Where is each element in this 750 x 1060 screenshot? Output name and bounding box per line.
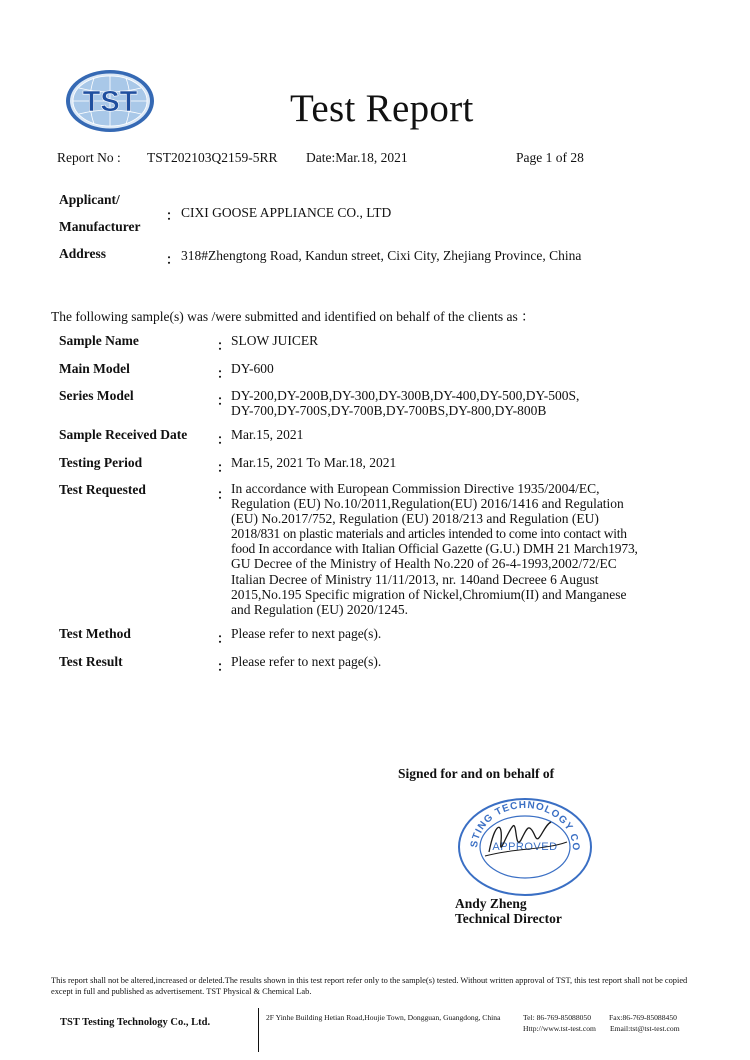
sample-name-value: SLOW JUICER	[231, 333, 319, 348]
test-requested-text	[231, 481, 701, 617]
signed-for-text: Signed for and on behalf of	[398, 766, 555, 781]
footer-address: 2F Yinhe Building Hetian Road,Houjie Town, Dongguan, Guangdong, China	[266, 1013, 501, 1022]
intro-text: The following sample(s) was /were submitted and identified on behalf of the clients as ：	[51, 309, 535, 324]
test-result-label: Test Result	[59, 654, 123, 669]
logo-text: TST	[82, 86, 138, 118]
test-method-label: Test Method	[59, 626, 131, 641]
report-no-label: Report No :	[57, 150, 121, 165]
test-requested-line: food In accordance with Italian Official Gazette (G.U.) DMH 21 March1973,	[231, 541, 638, 557]
footer-email: Email:tst@tst-test.com	[610, 1024, 680, 1033]
sample-name-label: Sample Name	[59, 333, 139, 348]
footer-divider	[258, 1008, 259, 1052]
field-colon: ：	[217, 366, 231, 381]
field-colon: ：	[217, 338, 231, 353]
test-requested-line: (EU) No.2017/752, Regulation (EU) 2018/213 and Regulation (EU)	[231, 511, 599, 527]
page-title: Test Report	[290, 87, 474, 130]
sample-received-value: Mar.15, 2021	[231, 427, 304, 442]
address-value: 318#Zhengtong Road, Kandun street, Cixi City, Zhejiang Province, China	[181, 248, 582, 263]
page-number: Page 1 of 28	[516, 150, 584, 165]
footer-company: TST Testing Technology Co., Ltd.	[60, 1017, 211, 1028]
applicant-label: Applicant/	[59, 192, 120, 207]
test-requested-label: Test Requested	[59, 482, 146, 497]
footer-tel: Tel: 86-769-85088050	[523, 1013, 592, 1022]
report-date: Date:Mar.18, 2021	[306, 150, 408, 165]
field-colon: ：	[217, 432, 231, 447]
stamp-ring-text: STING TECHNOLOGY CO	[468, 799, 582, 852]
test-requested-line: GU Decree of the Ministry of Health No.220 of 26-4-1993,2002/72/EC	[231, 556, 617, 572]
address-colon: ：	[166, 252, 180, 267]
approval-stamp	[455, 792, 595, 897]
test-requested-line: In accordance with European Commission Directive 1935/2004/EC,	[231, 481, 600, 496]
applicant-value: CIXI GOOSE APPLIANCE CO., LTD	[181, 205, 392, 220]
footer-fax: Fax:86-769-85088450	[609, 1013, 677, 1022]
test-result-value: Please refer to next page(s).	[231, 654, 382, 669]
signer-name: Andy Zheng	[455, 896, 527, 911]
sample-received-label: Sample Received Date	[59, 427, 188, 442]
address-label: Address	[59, 246, 107, 261]
field-colon: ：	[217, 460, 231, 475]
test-requested-line: 2018/831 on plastic materials and articles intended to come into contact with	[231, 526, 627, 542]
disclaimer-text: This report shall not be altered,increased or deleted.The results shown in this test report refer only to the sample(s) tested. Without written approval of TST, this test report shall not be copied except in full and published as advertisement. TST Physical & Chemical Lab.	[51, 976, 688, 996]
main-model-label: Main Model	[59, 361, 130, 376]
series-model-line-2: DY-700,DY-700S,DY-700B,DY-700BS,DY-800,DY-800B	[231, 403, 547, 418]
testing-period-label: Testing Period	[59, 455, 143, 470]
series-model-line-1: DY-200,DY-200B,DY-300,DY-300B,DY-400,DY-500,DY-500S,	[231, 388, 580, 403]
test-requested-line: 2015,No.195 Specific migration of Nickel,Chromium(II) and Manganese	[231, 586, 627, 602]
test-requested-line: and Regulation (EU) 2020/1245.	[231, 601, 408, 617]
stamp-approved-text: APPROVED	[492, 841, 558, 853]
main-model-value: DY-600	[231, 361, 274, 376]
test-requested-line: Italian Decree of Ministry 11/11/2013, nr. 140and Decreee 6 August	[231, 571, 599, 587]
report-no: TST202103Q2159-5RR	[147, 150, 278, 165]
test-requested-line: Regulation (EU) No.10/2011,Regulation(EU) 2016/1416 and Regulation	[231, 496, 624, 512]
field-colon: ：	[217, 631, 231, 646]
testing-period-value: Mar.15, 2021 To Mar.18, 2021	[231, 455, 397, 470]
tst-logo	[64, 68, 156, 134]
series-model-label: Series Model	[59, 388, 134, 403]
signer-title: Technical Director	[455, 911, 562, 926]
applicant-colon: ：	[166, 208, 180, 223]
field-colon: ：	[217, 487, 231, 502]
footer-website: Http://www.tst-test.com	[523, 1024, 596, 1033]
manufacturer-label: Manufacturer	[59, 219, 141, 234]
test-method-value: Please refer to next page(s).	[231, 626, 382, 641]
field-colon: ：	[217, 393, 231, 408]
field-colon: ：	[217, 659, 231, 674]
